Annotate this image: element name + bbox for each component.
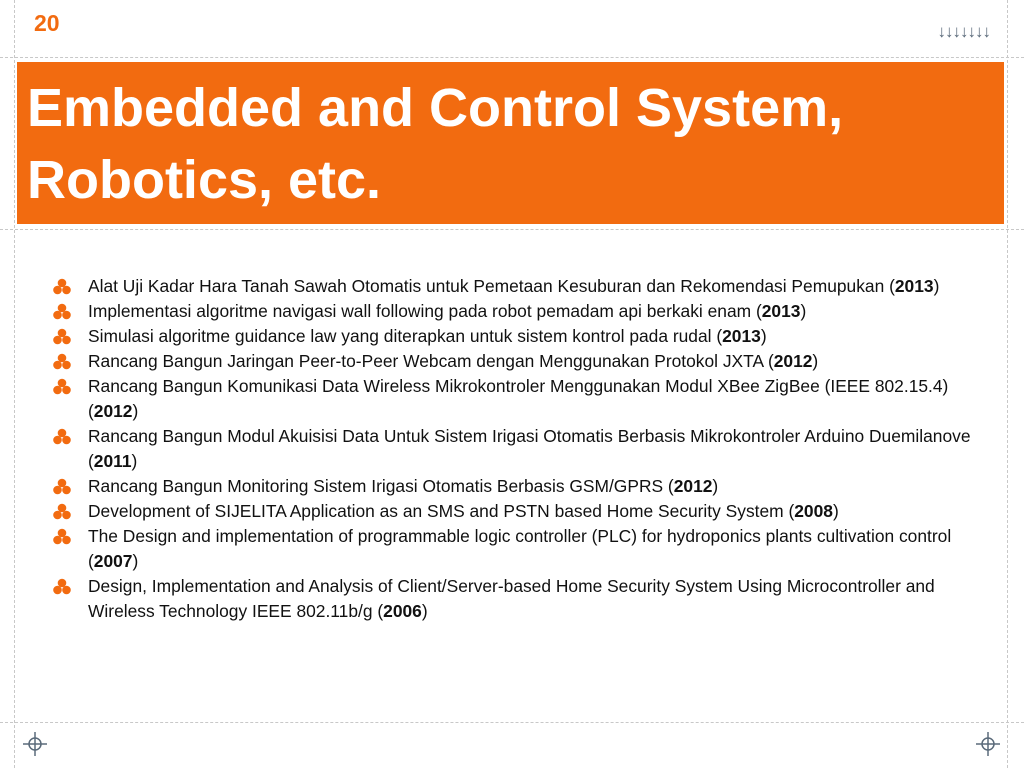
- item-close-paren: ): [760, 326, 767, 346]
- item-year: 2012: [773, 351, 813, 371]
- navigation-arrows[interactable]: ↓↓↓↓↓↓↓: [937, 22, 990, 41]
- guide-line-top: [0, 57, 1024, 58]
- trefoil-bullet-icon: [52, 327, 72, 347]
- guide-line-bottom: [0, 722, 1024, 723]
- title-banner: [17, 62, 1004, 224]
- item-close-paren: ): [132, 401, 139, 421]
- trefoil-bullet-icon: [52, 577, 72, 597]
- trefoil-bullet-icon: [52, 427, 72, 447]
- item-year: 2007: [93, 551, 133, 571]
- item-close-paren: ): [421, 601, 428, 621]
- item-text: Implementasi algoritme navigasi wall following pada robot pemadam api berkaki enam (: [88, 301, 762, 321]
- trefoil-bullet-icon: [52, 377, 72, 397]
- trefoil-bullet-icon: [52, 527, 72, 547]
- item-year: 2012: [673, 476, 713, 496]
- item-close-paren: ): [132, 551, 139, 571]
- item-text: Rancang Bangun Monitoring Sistem Irigasi Otomatis Berbasis GSM/GPRS (: [88, 476, 674, 496]
- item-close-paren: ): [712, 476, 719, 496]
- item-close-paren: ): [131, 451, 138, 471]
- list-item: [52, 474, 972, 499]
- item-close-paren: ): [832, 501, 839, 521]
- guide-line-title-bottom: [0, 229, 1024, 230]
- item-text: Rancang Bangun Jaringan Peer-to-Peer Webcam dengan Menggunakan Protokol JXTA (: [88, 351, 774, 371]
- list-item: [52, 299, 972, 324]
- slide-number: 20: [34, 10, 60, 36]
- crosshair-icon: [975, 731, 1001, 757]
- item-close-paren: ): [800, 301, 807, 321]
- guide-line-right: [1007, 0, 1008, 768]
- list-item: [52, 524, 972, 574]
- item-year: 2013: [761, 301, 801, 321]
- trefoil-bullet-icon: [52, 502, 72, 522]
- trefoil-bullet-icon: [52, 352, 72, 372]
- trefoil-bullet-icon: [52, 277, 72, 297]
- item-text: Alat Uji Kadar Hara Tanah Sawah Otomatis untuk Pemetaan Kesuburan dan Rekomendasi Pemupukan (: [88, 276, 895, 296]
- item-year: 2008: [794, 501, 833, 521]
- item-year: 2013: [722, 326, 761, 346]
- item-text: The Design and implementation of programmable logic controller (PLC) for hydroponics plants cultivation control (: [88, 526, 952, 571]
- list-item: [52, 499, 972, 524]
- bullet-list: [52, 274, 972, 624]
- item-text: Rancang Bangun Komunikasi Data Wireless Mikrokontroler Menggunakan Modul XBee ZigBee (IEEE 802.15.4) (: [88, 376, 949, 421]
- slide-title: Embedded and Control System, Robotics, etc.: [27, 78, 844, 210]
- item-close-paren: ): [933, 276, 940, 296]
- list-item: [52, 274, 972, 299]
- list-item: [52, 324, 972, 349]
- item-text: Development of SIJELITA Application as an SMS and PSTN based Home Security System (: [88, 501, 795, 521]
- trefoil-bullet-icon: [52, 477, 72, 497]
- item-text: Design, Implementation and Analysis of Client/Server-based Home Security System Using Microcontroller and Wireless Technology IEEE 802.11b/g (: [88, 576, 935, 621]
- list-item: [52, 424, 972, 474]
- crosshair-icon: [22, 731, 48, 757]
- trefoil-bullet-icon: [52, 302, 72, 322]
- item-text: Simulasi algoritme guidance law yang diterapkan untuk sistem kontrol pada rudal (: [88, 326, 723, 346]
- list-item: [52, 374, 972, 424]
- guide-line-left: [14, 0, 15, 768]
- item-year: 2013: [894, 276, 934, 296]
- item-year: 2012: [93, 401, 133, 421]
- item-year: 2006: [383, 601, 422, 621]
- list-item: [52, 574, 972, 624]
- item-text: Rancang Bangun Modul Akuisisi Data Untuk Sistem Irigasi Otomatis Berbasis Mikrokontroler Arduino Duemilanove (: [88, 426, 971, 471]
- item-close-paren: ): [812, 351, 819, 371]
- list-item: [52, 349, 972, 374]
- item-year: 2011: [93, 451, 132, 471]
